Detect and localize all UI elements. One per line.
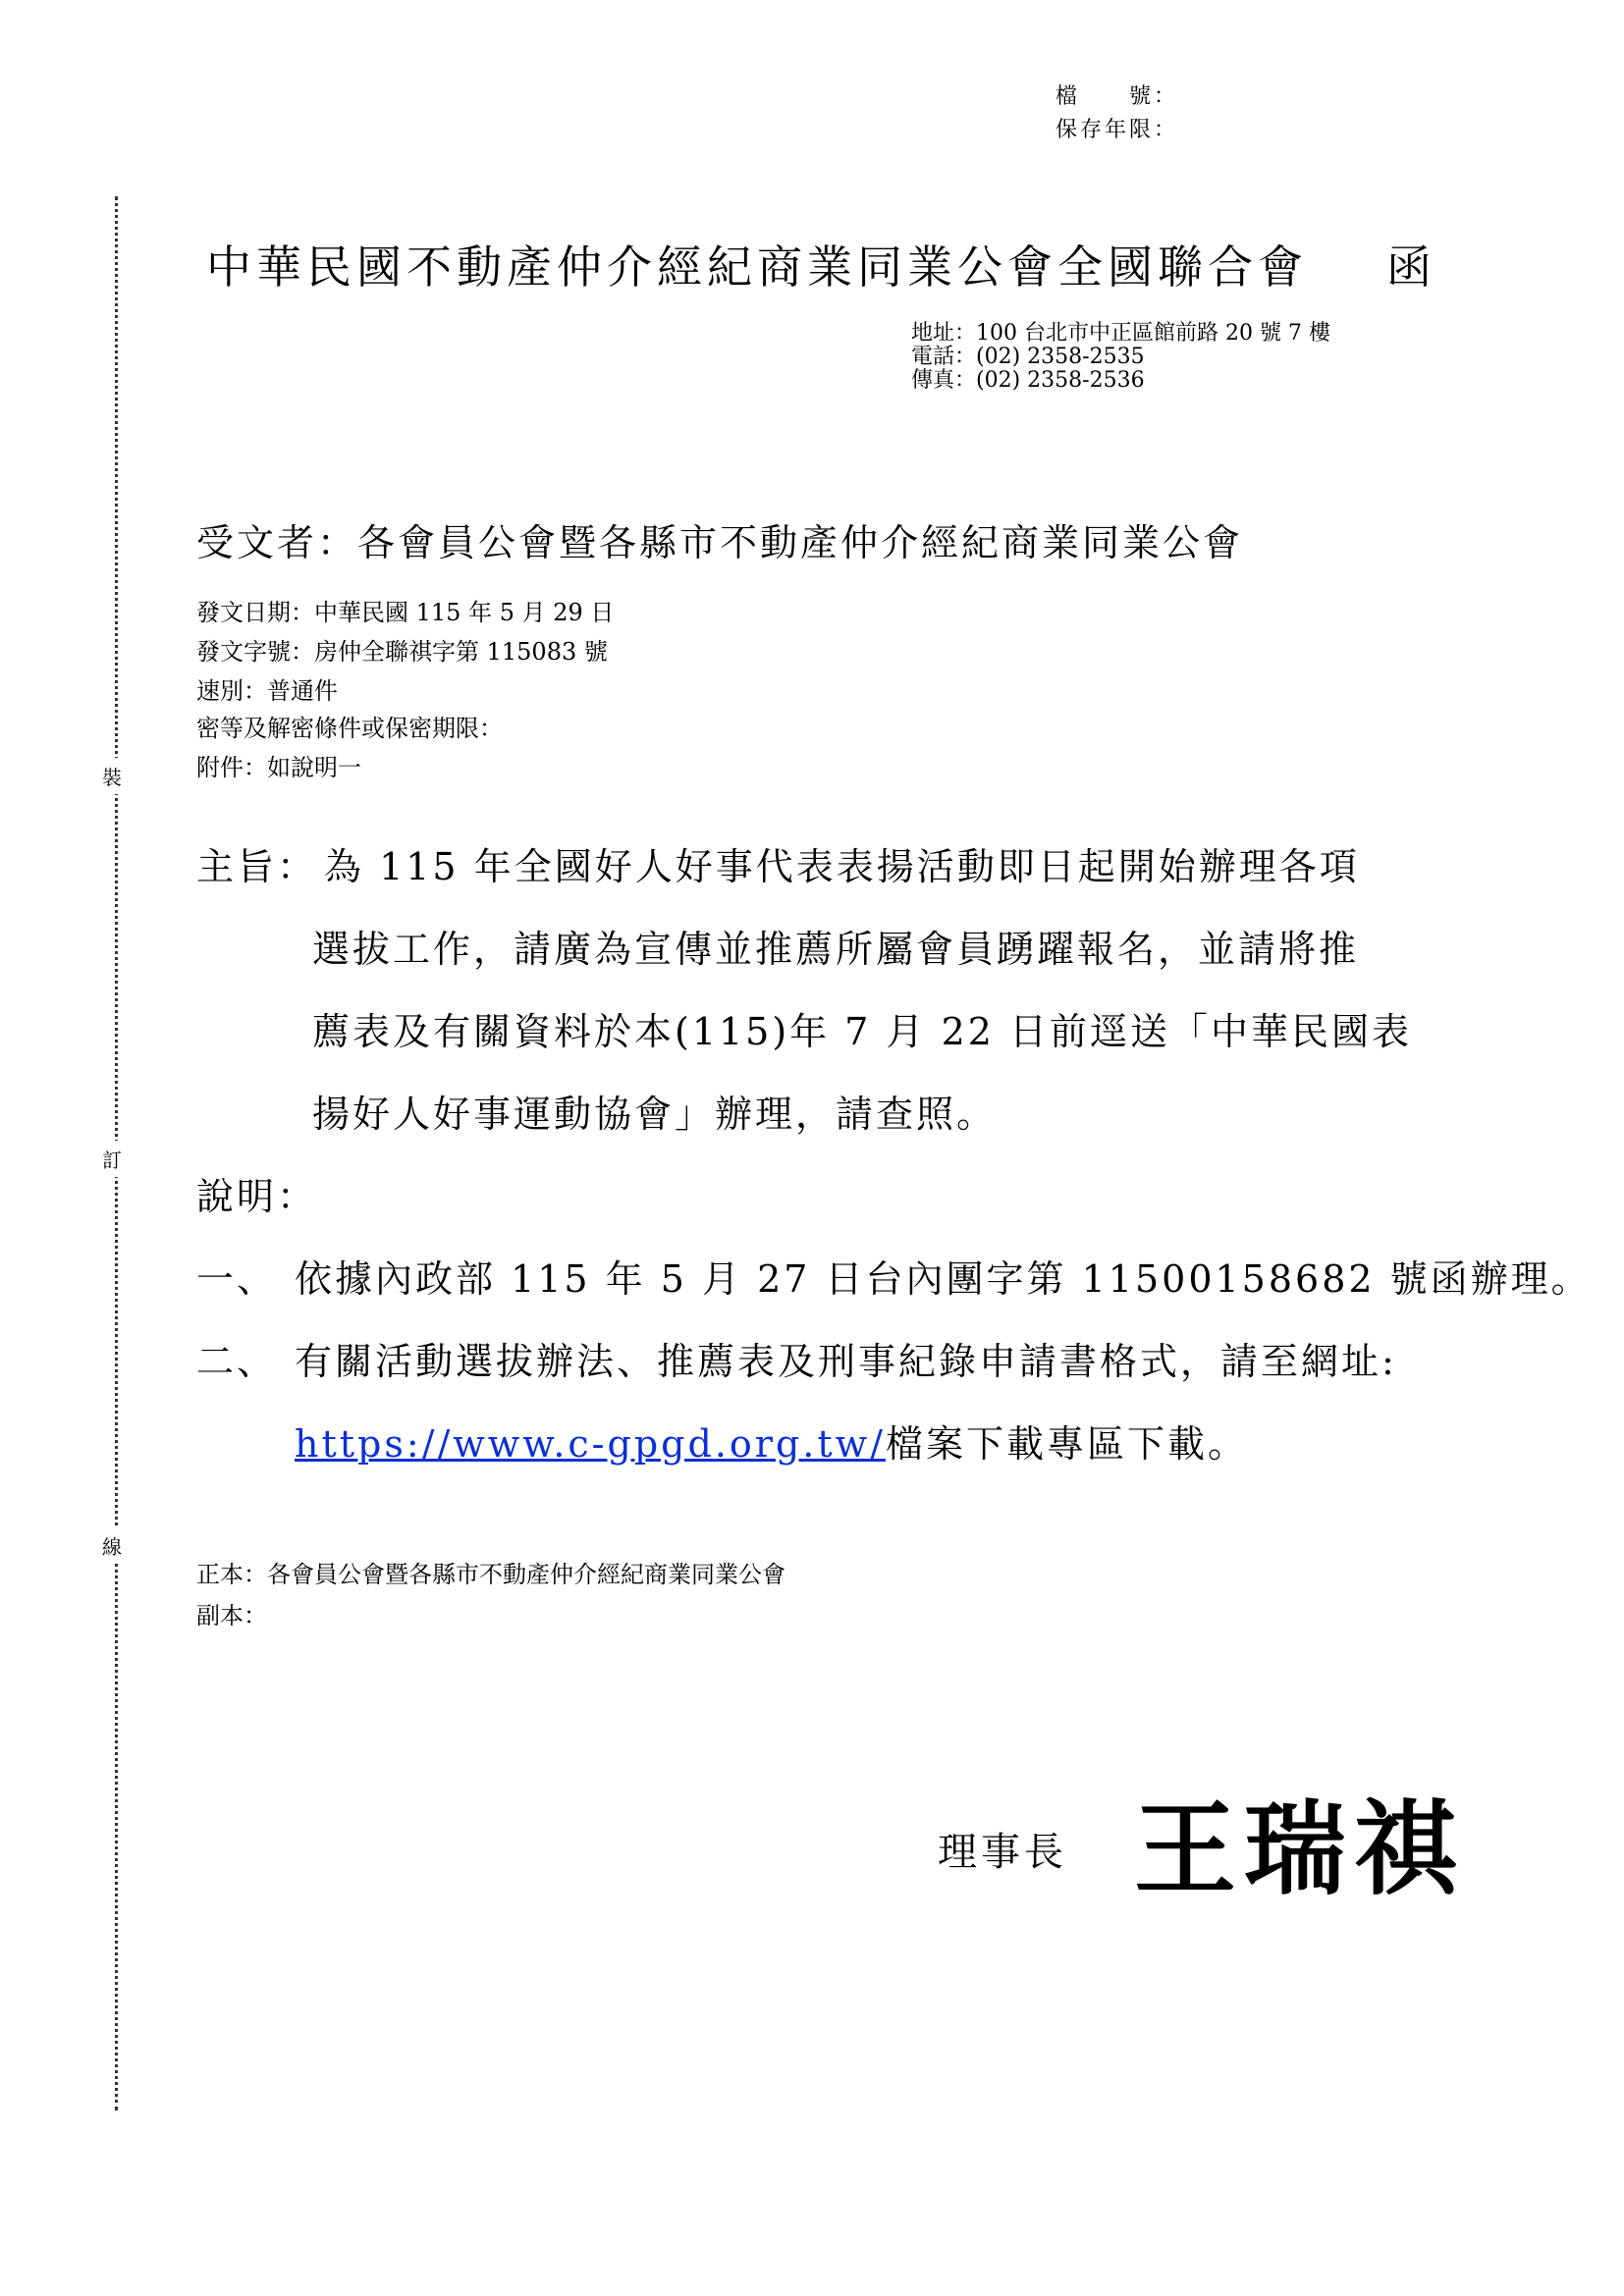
original-recipients: 正本：各會員公會暨各縣市不動產仲介經紀商業同業公會 <box>196 1561 785 1588</box>
explanation-item-1-number: 一、 <box>196 1257 278 1301</box>
signatory-name-seal: 王瑞祺 <box>1134 1789 1465 1909</box>
security-level: 密等及解密條件或保密期限： <box>196 715 503 742</box>
subject-line-4: 揚好人好事運動協會」辦理，請查照。 <box>312 1093 998 1136</box>
retention-period-label: 保存年限： <box>1056 118 1179 142</box>
binding-mark-xian: 線 <box>102 1527 122 1564</box>
download-link-suffix: 檔案下載專區下載。 <box>885 1422 1248 1466</box>
subject-line-3: 薦表及有關資料於本(115)年 7 月 22 日前逕送「中華民國表 <box>312 1010 1413 1053</box>
subject-line-1: 為 115 年全國好人好事代表表揚活動即日起開始辦理各項 <box>324 845 1360 888</box>
signatory-title: 理事長 <box>938 1830 1067 1875</box>
contact-address: 地址：100 台北市中正區館前路 20 號 7 樓 <box>911 321 1330 346</box>
document-title <box>206 232 1436 296</box>
document-type: 函 <box>1386 240 1436 294</box>
binding-mark-zhuang: 裝 <box>102 758 122 794</box>
document-number: 發文字號：房仲全聯祺字第 115083 號 <box>196 638 608 666</box>
copy-recipients: 副本： <box>196 1602 267 1629</box>
explanation-item-2-link-line <box>295 1414 1248 1468</box>
issue-date: 發文日期：中華民國 115 年 5 月 29 日 <box>196 599 615 626</box>
explanation-item-2-text: 有關活動選拔辦法、推薦表及刑事紀錄申請書格式，請至網址: <box>295 1340 1397 1383</box>
subject-label: 主旨： <box>196 845 318 888</box>
file-number-label: 檔 號： <box>1056 84 1178 109</box>
recipient: 受文者：各會員公會暨各縣市不動產仲介經紀商業同業公會 <box>196 521 1244 564</box>
download-link[interactable]: https://www.c-gpgd.org.tw/ <box>295 1422 886 1466</box>
urgency: 速別：普通件 <box>196 677 338 705</box>
explanation-label: 說明： <box>196 1175 318 1218</box>
organization-name: 中華民國不動產仲介經紀商業同業公會全國聯合會 <box>206 240 1308 294</box>
explanation-item-2-number: 二、 <box>196 1340 278 1383</box>
attachment: 附件：如說明一 <box>196 754 361 781</box>
binding-mark-ding: 訂 <box>102 1141 122 1177</box>
subject-line-2: 選拔工作，請廣為宣傳並推薦所屬會員踴躍報名，並請將推 <box>312 928 1360 971</box>
contact-phone: 電話：(02) 2358-2535 <box>911 345 1145 369</box>
explanation-item-1-text: 依據內政部 115 年 5 月 27 日台內團字第 11500158682 號函辦理。 <box>295 1257 1592 1301</box>
contact-fax: 傳真：(02) 2358-2536 <box>911 368 1145 393</box>
